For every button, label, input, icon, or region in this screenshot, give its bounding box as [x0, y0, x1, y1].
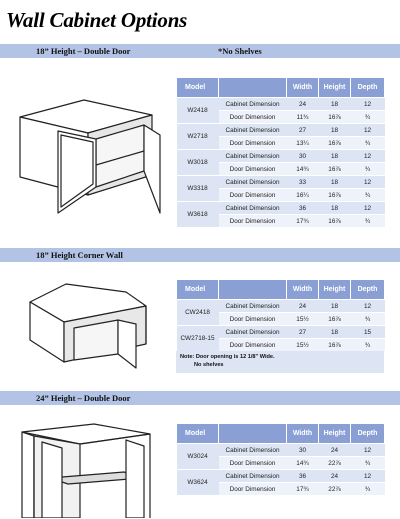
table-row	[177, 326, 385, 339]
height-cell: 22⅞	[319, 483, 351, 496]
depth-cell: ¾	[351, 215, 385, 228]
dimension-table-18-double	[176, 77, 385, 228]
model-cell: W3018	[177, 150, 219, 176]
section-heading: 24” Height – Double Door	[36, 393, 131, 403]
dimension-label: Door Dimension	[219, 137, 287, 150]
width-cell: 30	[287, 444, 319, 457]
table-row	[177, 98, 385, 111]
height-cell: 16⅞	[319, 163, 351, 176]
dimension-label: Cabinet Dimension	[219, 444, 287, 457]
depth-cell: 12	[351, 124, 385, 137]
width-cell: 27	[287, 124, 319, 137]
depth-cell: 15	[351, 326, 385, 339]
width-cell: 24	[287, 300, 319, 313]
dimension-label: Cabinet Dimension	[219, 470, 287, 483]
height-cell: 16⅞	[319, 215, 351, 228]
column-header: Depth	[351, 78, 385, 98]
dimension-table-24-double	[176, 423, 385, 496]
height-cell: 24	[319, 444, 351, 457]
width-cell: 16¼	[287, 189, 319, 202]
dimension-label: Door Dimension	[219, 215, 287, 228]
column-header: Width	[287, 424, 319, 444]
note-line: Note: Door opening is 12 1/8" Wide.	[180, 354, 275, 360]
column-header: Width	[287, 280, 319, 300]
column-header: Height	[319, 424, 351, 444]
model-cell: W3624	[177, 470, 219, 496]
note-line: No shelves	[194, 362, 224, 368]
height-cell: 22⅞	[319, 457, 351, 470]
table-row	[177, 124, 385, 137]
height-cell: 18	[319, 124, 351, 137]
width-cell: 36	[287, 202, 319, 215]
height-cell: 18	[319, 300, 351, 313]
width-cell: 14¾	[287, 163, 319, 176]
depth-cell: ¾	[351, 339, 385, 352]
table-row	[177, 444, 385, 457]
column-header: Height	[319, 78, 351, 98]
corner-wall-note	[176, 351, 384, 373]
height-cell: 16⅞	[319, 137, 351, 150]
table-row	[177, 300, 385, 313]
model-cell: W2418	[177, 98, 219, 124]
height-cell: 16⅞	[319, 189, 351, 202]
section-heading: 18” Height – Double Door	[36, 46, 131, 56]
dimension-label: Cabinet Dimension	[219, 176, 287, 189]
dimension-label: Door Dimension	[219, 189, 287, 202]
depth-cell: 12	[351, 176, 385, 189]
height-cell: 18	[319, 176, 351, 189]
width-cell: 17¾	[287, 215, 319, 228]
model-cell: W3318	[177, 176, 219, 202]
dimension-label: Door Dimension	[219, 457, 287, 470]
column-header: Width	[287, 78, 319, 98]
depth-cell: 12	[351, 202, 385, 215]
height-cell: 16⅞	[319, 111, 351, 124]
dimension-label: Cabinet Dimension	[219, 202, 287, 215]
dimension-label: Door Dimension	[219, 483, 287, 496]
dimension-table-corner-wall	[176, 279, 385, 352]
column-header	[219, 424, 287, 444]
column-header: Model	[177, 280, 219, 300]
column-header: Model	[177, 78, 219, 98]
section-header-corner-wall	[0, 248, 400, 262]
table-row	[177, 176, 385, 189]
double-door-cabinet-illustration	[12, 95, 162, 235]
table-row	[177, 470, 385, 483]
section-note: *No Shelves	[218, 46, 262, 56]
dimension-label: Cabinet Dimension	[219, 300, 287, 313]
width-cell: 13¼	[287, 137, 319, 150]
dimension-label: Door Dimension	[219, 313, 287, 326]
depth-cell: 12	[351, 300, 385, 313]
column-header: Model	[177, 424, 219, 444]
model-cell: W3024	[177, 444, 219, 470]
height-cell: 18	[319, 326, 351, 339]
width-cell: 27	[287, 326, 319, 339]
depth-cell: ¾	[351, 189, 385, 202]
column-header	[219, 78, 287, 98]
depth-cell: 12	[351, 470, 385, 483]
column-header: Depth	[351, 424, 385, 444]
width-cell: 15½	[287, 313, 319, 326]
section-heading: 18” Height Corner Wall	[36, 250, 123, 260]
width-cell: 14¾	[287, 457, 319, 470]
model-cell: CW2418	[177, 300, 219, 326]
table-row	[177, 150, 385, 163]
table-row	[177, 202, 385, 215]
height-cell: 16⅞	[319, 313, 351, 326]
double-door-24-cabinet-illustration	[14, 418, 164, 518]
model-cell: CW2718-15	[177, 326, 219, 352]
depth-cell: 12	[351, 150, 385, 163]
depth-cell: ¾	[351, 137, 385, 150]
column-header	[219, 280, 287, 300]
width-cell: 17¾	[287, 483, 319, 496]
width-cell: 33	[287, 176, 319, 189]
section-header-18-double	[0, 44, 400, 58]
depth-cell: ¾	[351, 163, 385, 176]
height-cell: 16⅞	[319, 339, 351, 352]
dimension-label: Door Dimension	[219, 163, 287, 176]
dimension-label: Cabinet Dimension	[219, 326, 287, 339]
height-cell: 18	[319, 150, 351, 163]
page-title: Wall Cabinet Options	[6, 8, 188, 32]
height-cell: 18	[319, 98, 351, 111]
section-header-24-double	[0, 391, 400, 405]
depth-cell: ¾	[351, 483, 385, 496]
width-cell: 11¾	[287, 111, 319, 124]
column-header: Height	[319, 280, 351, 300]
depth-cell: ¾	[351, 111, 385, 124]
corner-wall-cabinet-illustration	[22, 278, 162, 378]
depth-cell: 12	[351, 98, 385, 111]
dimension-label: Cabinet Dimension	[219, 150, 287, 163]
model-cell: W2718	[177, 124, 219, 150]
depth-cell: 12	[351, 444, 385, 457]
dimension-label: Cabinet Dimension	[219, 98, 287, 111]
dimension-label: Door Dimension	[219, 339, 287, 352]
width-cell: 36	[287, 470, 319, 483]
dimension-label: Door Dimension	[219, 111, 287, 124]
width-cell: 15½	[287, 339, 319, 352]
depth-cell: ¾	[351, 313, 385, 326]
dimension-label: Cabinet Dimension	[219, 124, 287, 137]
column-header: Depth	[351, 280, 385, 300]
width-cell: 30	[287, 150, 319, 163]
model-cell: W3618	[177, 202, 219, 228]
width-cell: 24	[287, 98, 319, 111]
height-cell: 24	[319, 470, 351, 483]
depth-cell: ¾	[351, 457, 385, 470]
height-cell: 18	[319, 202, 351, 215]
